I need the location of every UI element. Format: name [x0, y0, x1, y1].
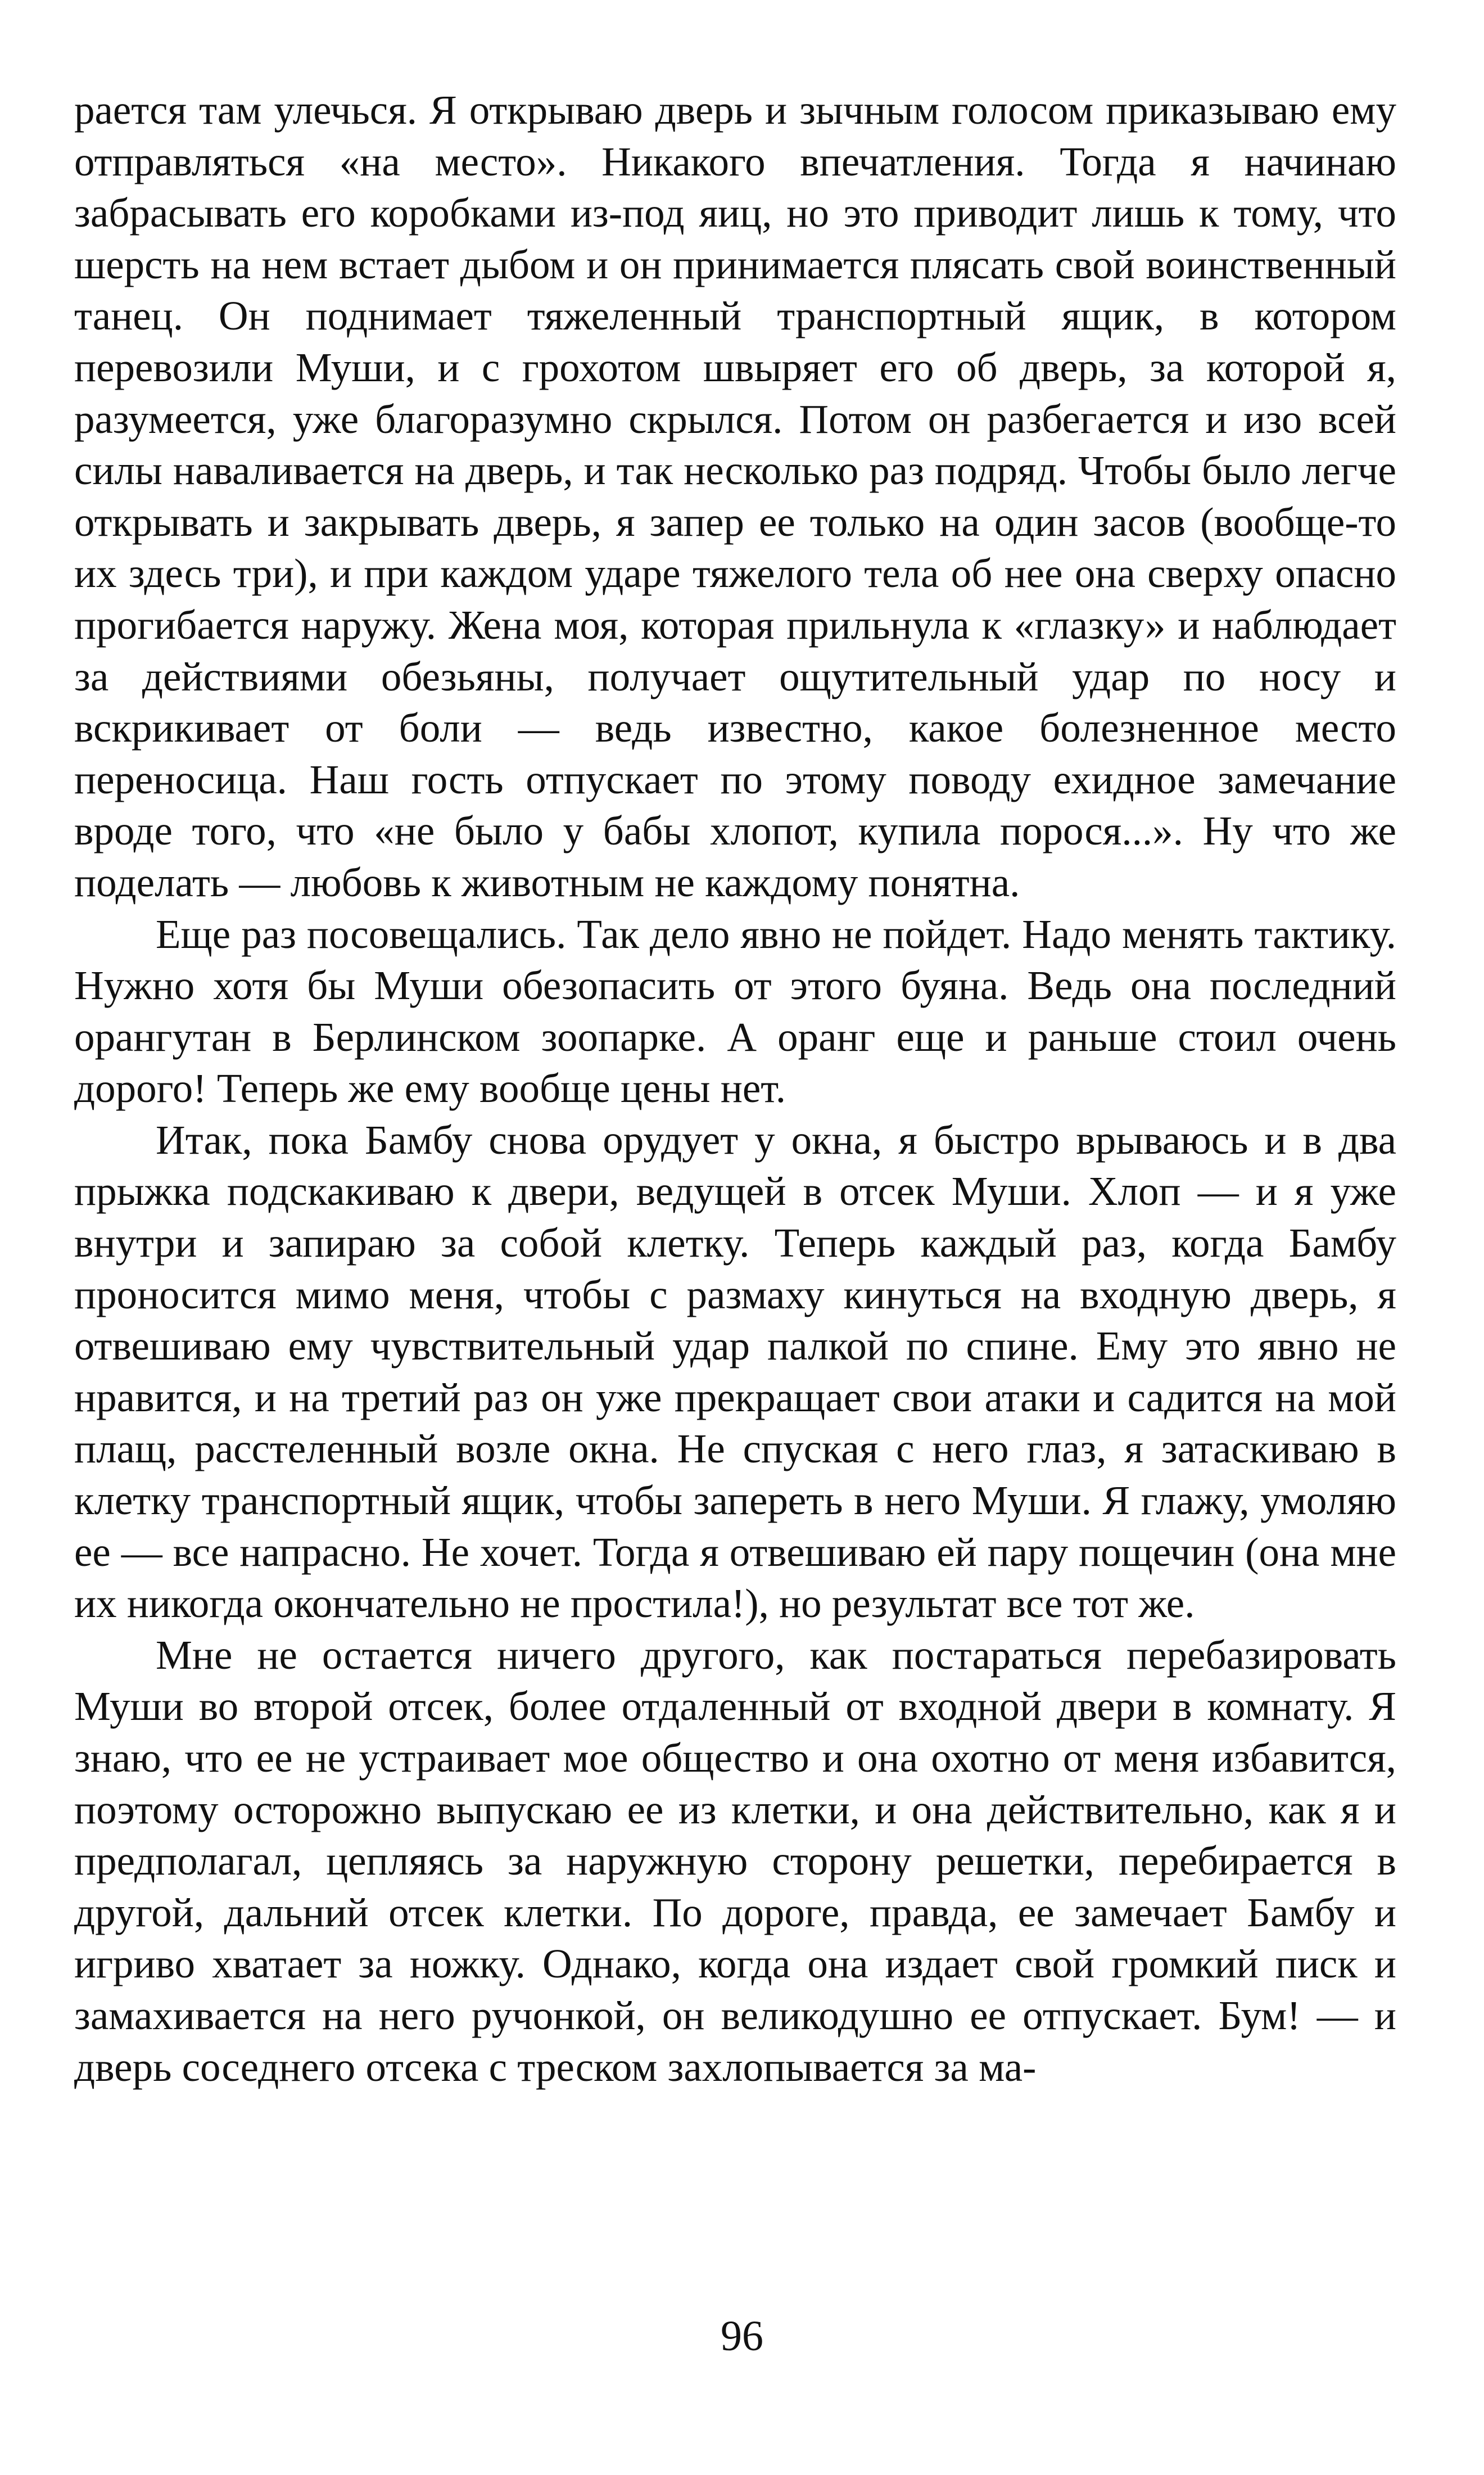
body-text — [74, 84, 1396, 2093]
paragraph-3: Итак, пока Бамбу снова орудует у окна, я быстро врываюсь и в два прыжка подскакиваю к двери, ведущей в отсек Муши. Хлоп — и я уже внутри и запираю за собой клетку. Теперь каждый раз, когда Бамбу проносится мимо меня, чтобы с размаху кинуться на входную дверь, я отвешиваю ему чувствительный удар палкой по спине. Ему это явно не нравится, и на третий раз он уже прекращает свои атаки и садится на мой плащ, расстеленный возле окна. Не спуская с него глаз, я затаскиваю в клетку транспортный ящик, чтобы запереть в него Муши. Я глажу, умоляю ее — все напрасно. Не хочет. Тогда я отвешиваю ей пару пощечин (она мне их никогда окончательно не простила!), но результат все тот же. — [74, 1117, 1396, 1627]
paragraph-2: Еще раз посовещались. Так дело явно не пойдет. Надо менять тактику. Нужно хотя бы Муши обезопасить от этого буяна. Ведь она последний орангутан в Берлинском зоопарке. А оранг еще и раньше стоил очень дорого! Теперь же ему вообще цены нет. — [74, 911, 1396, 1112]
paragraph-1: рается там улечься. Я открываю дверь и зычным голосом приказываю ему отправляться «на место». Никакого впечатления. Тогда я начинаю забрасывать его коробками из-под яиц, но это приводит лишь к тому, что шерсть на нем встает дыбом и он принимается плясать свой воинственный танец. Он поднимает тяжеленный транспортный ящик, в котором перевозили Муши, и с грохотом швыряет его об дверь, за которой я, разумеется, уже благоразумно скрылся. Потом он разбегается и изо всей силы наваливается на дверь, и так несколько раз подряд. Чтобы было легче открывать и закрывать дверь, я запер ее только на один засов (вообще-то их здесь три), и при каждом ударе тяжелого тела об нее она сверху опасно прогибается наружу. Жена моя, которая прильнула к «глазку» и наблюдает за действиями обезьяны, получает ощутительный удар по носу и вскрикивает от боли — ведь известно, какое болезненное место переносица. Наш гость отпускает по этому поводу ехидное замечание вроде того, что «не было у бабы хлопот, купила порося...». Ну что же поделать — любовь к животным не каждому понятна. — [74, 87, 1396, 905]
page-number: 96 — [721, 2313, 763, 2360]
paragraph-4: Мне не остается ничего другого, как постараться перебазировать Муши во второй отсек, более отдаленный от входной двери в комнату. Я знаю, что ее не устраивает мое общество и она охотно от меня избавится, поэтому осторожно выпускаю ее из клетки, и она действительно, как я и предполагал, цепляясь за наружную сторону решетки, перебирается в другой, дальний отсек клетки. По дороге, правда, ее замечает Бамбу и игриво хватает за ножку. Однако, когда она издает свой громкий писк и замахивается на него ручонкой, он великодушно ее отпускает. Бум! — и дверь соседнего отсека с треском захлопывается за ма- — [74, 1632, 1396, 2090]
